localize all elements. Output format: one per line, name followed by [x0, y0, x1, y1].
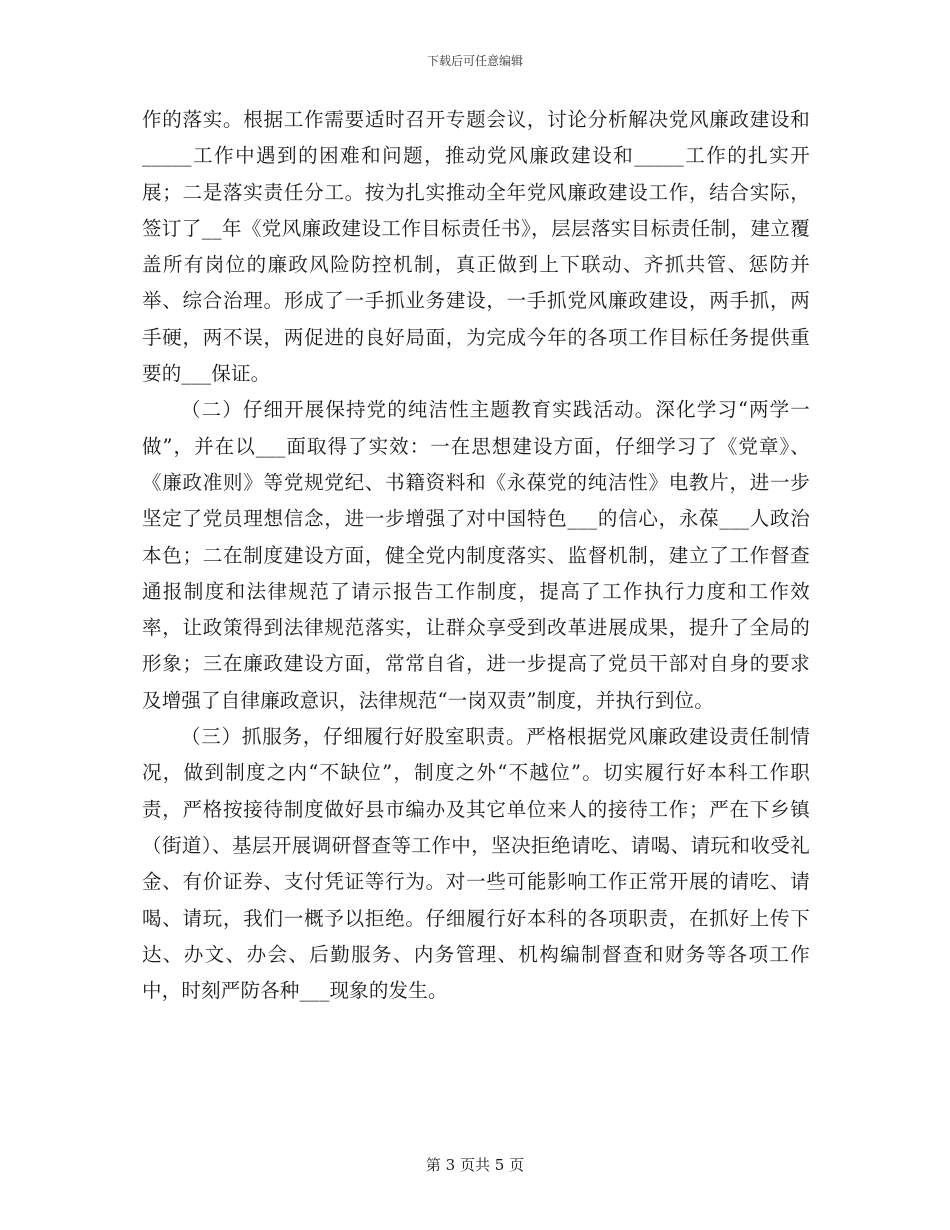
paragraph-section-3: （三）抓服务，仔细履行好股室职责。严格根据党风廉政建设责任制情况，做到制度之内“不缺位”，制度之外“不越位”。切实履行好本科工作职责，严格按接待制度做好县市编办及其它单位来人的接待工作；严在下乡镇（街道）、基层开展调研督查等工作中，坚决拒绝请吃、请喝、请玩和收受礼金、有价证券、支付凭证等行为。对一些可能影响工作正常开展的请吃、请喝、请玩，我们一概予以拒绝。仔细履行好本科的各项职责，在抓好上传下达、办文、办会、后勤服务、内务管理、机构编制督查和财务等各项工作中，时刻严防各种___现象的发生。 [142, 725, 810, 1003]
paragraph-section-2: （二）仔细开展保持党的纯洁性主题教育实践活动。深化学习“两学一做”，并在以___面取得了实效：一在思想建设方面，仔细学习了《党章》、《廉政准则》等党规党纪、书籍资料和《永葆党的纯洁性》电教片，进一步坚定了党员理想信念，进一步增强了对中国特色___的信心，永葆___人政治本色；二在制度建设方面，健全党内制度落实、监督机制，建立了工作督查通报制度和法律规范了请示报告工作制度，提高了工作执行力度和工作效率，让政策得到法律规范落实，让群众享受到改革进展成果，提升了全局的形象；三在廉政建设方面，常常自省，进一步提高了党员干部对自身的要求及增强了自律廉政意识，法律规范“一岗双责”制度，并执行到位。 [142, 398, 810, 712]
paragraph-continuation: 作的落实。根据工作需要适时召开专题会议，讨论分析解决党风廉政建设和_____工作中遇到的困难和问题，推动党风廉政建设和_____工作的扎实开展；二是落实责任分工。按为扎实推动全年党风廉政建设工作，结合实际，签订了__年《党风廉政建设工作目标责任书》，层层落实目标责任制，建立覆盖所有岗位的廉政风险防控机制，真正做到上下联动、齐抓共管、惩防并举、综合治理。形成了一手抓业务建设，一手抓党风廉政建设，两手抓，两手硬，两不误，两促进的良好局面，为完成今年的各项工作目标任务提供重要的___保证。 [142, 108, 810, 386]
document-body [142, 102, 810, 1009]
page-header: 下载后可任意编辑 [426, 54, 523, 68]
page-number: 第 3 页共 5 页 [425, 1156, 525, 1174]
